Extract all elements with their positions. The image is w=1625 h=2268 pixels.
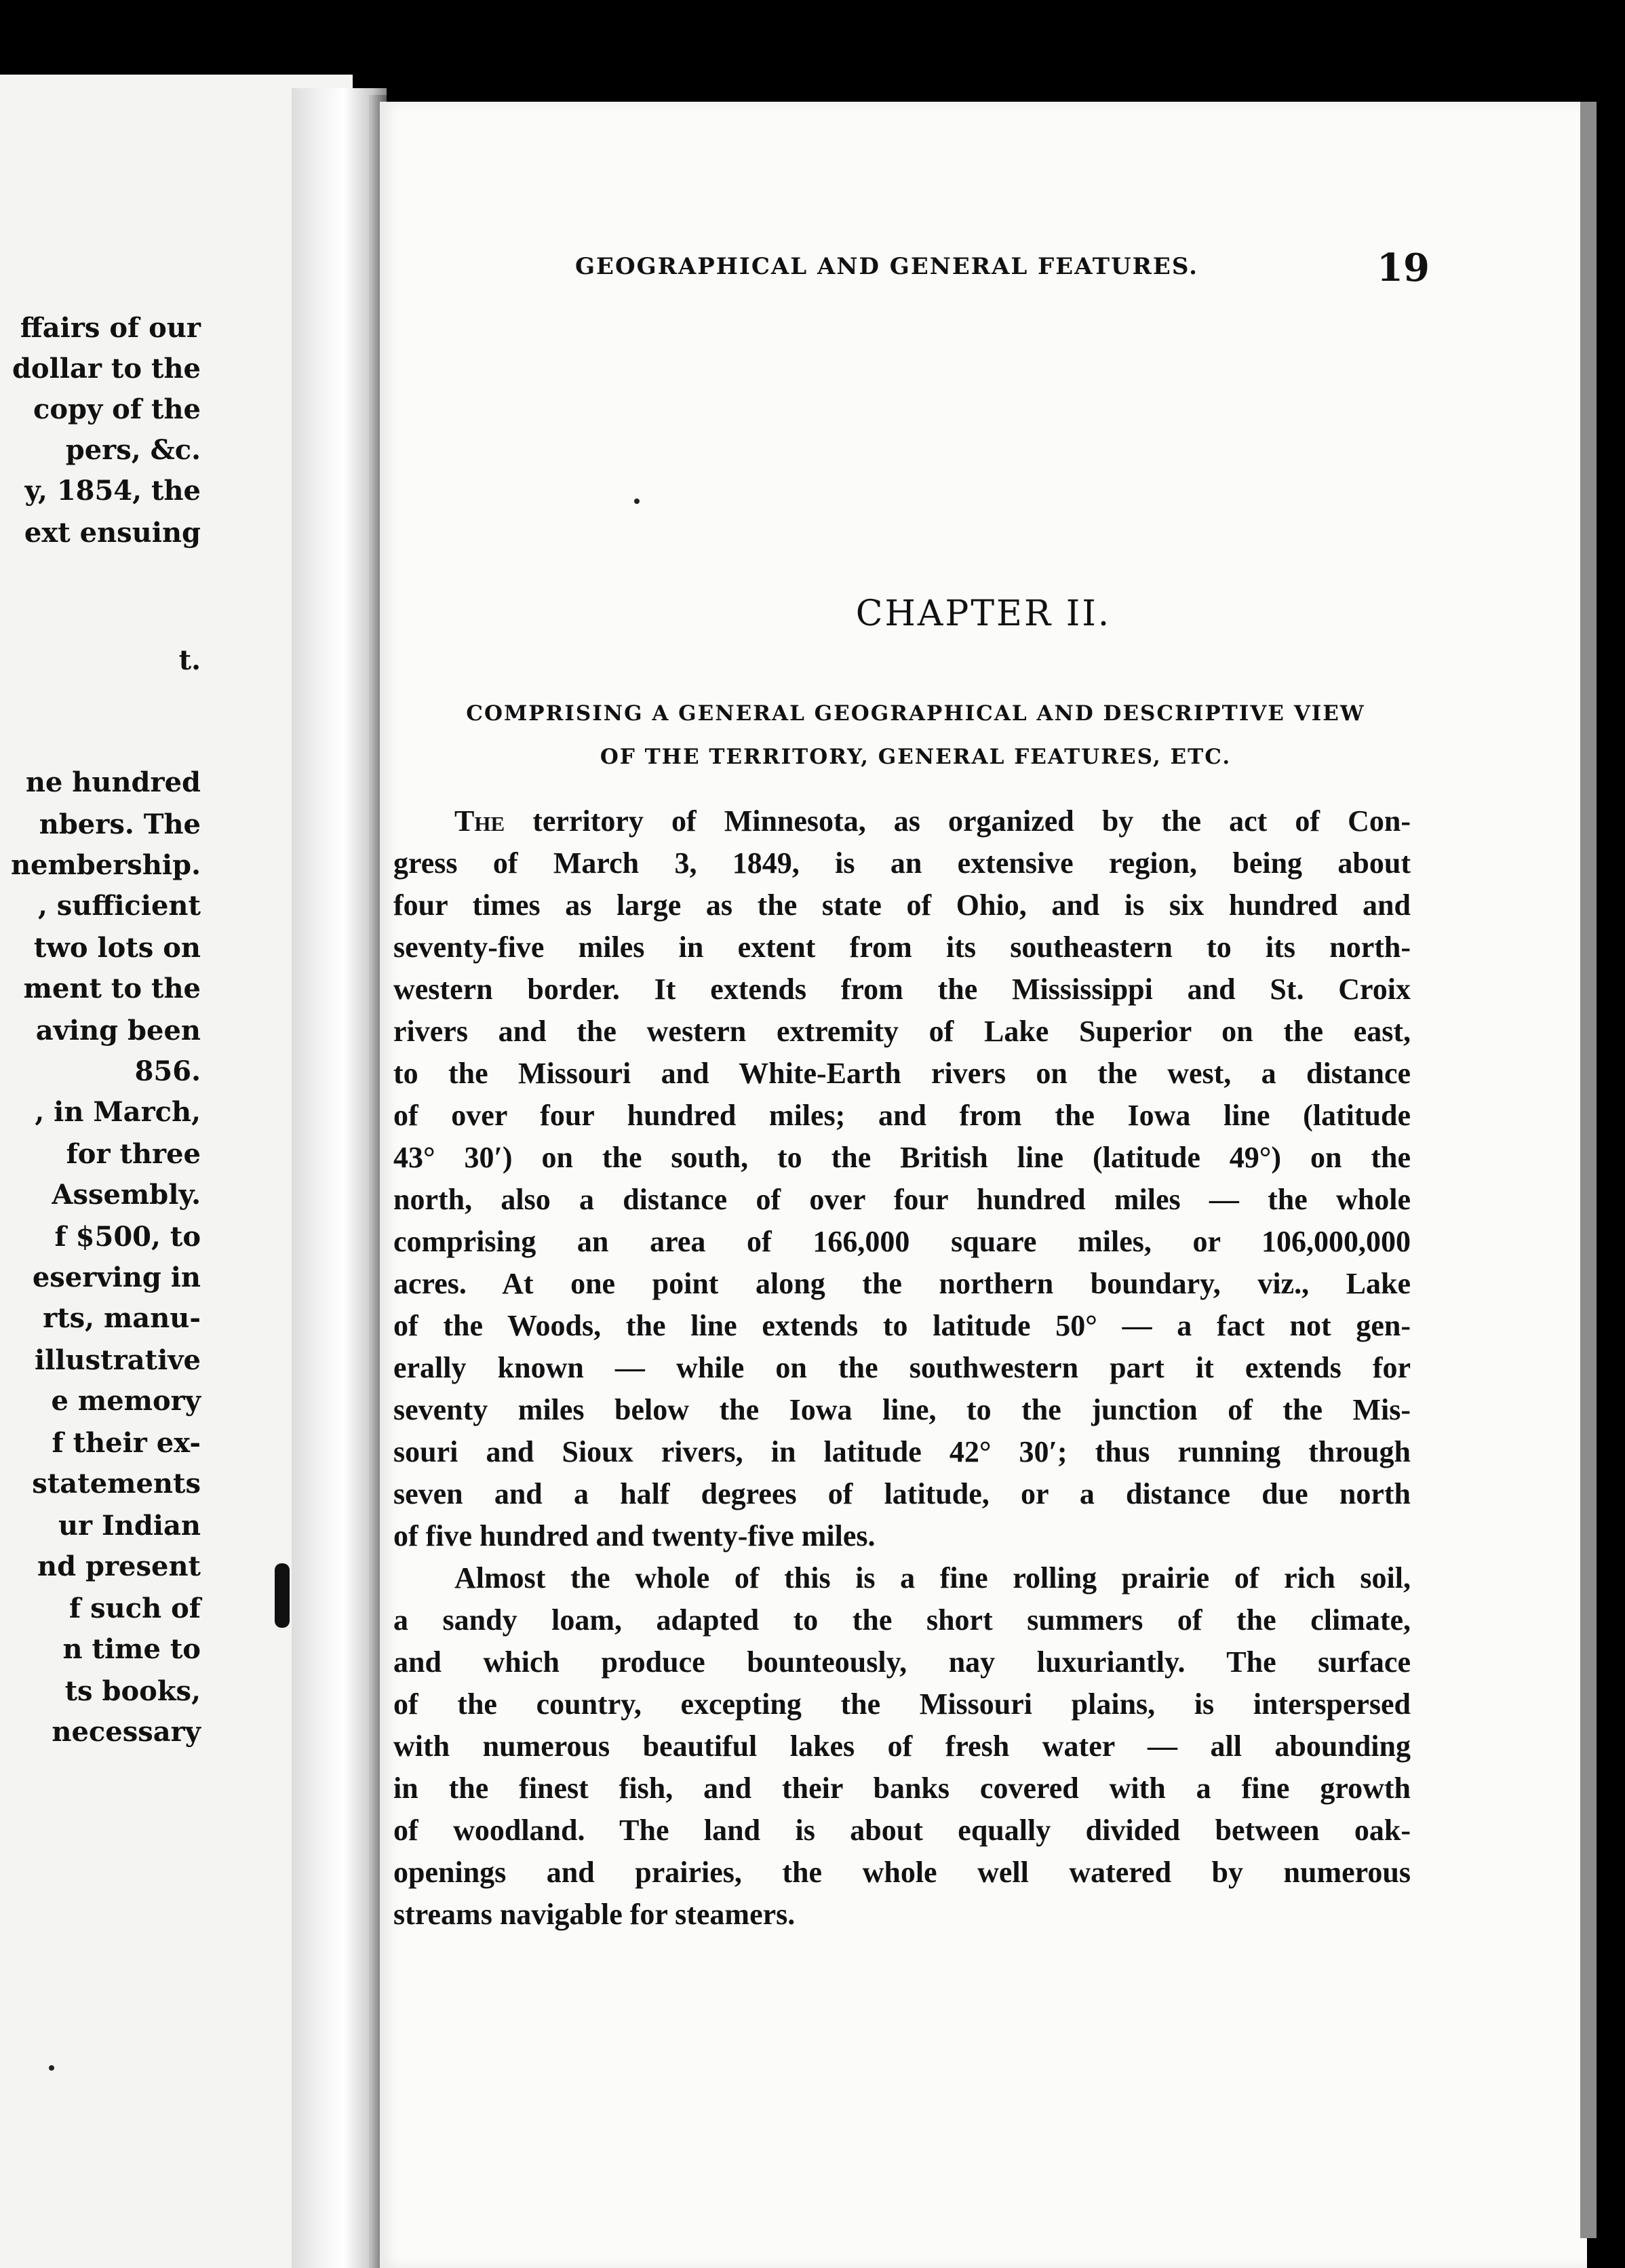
left-page-line: two lots on (33, 932, 201, 964)
text-line: comprising an area of 166,000 square miles, or 106,000,000 (393, 1225, 1411, 1258)
first-line-text: territory of Minnesota, as organized by the act of Con- (532, 804, 1411, 838)
paragraph-1 (393, 842, 1411, 1557)
paragraph-1-first-line (393, 800, 1411, 842)
left-page-line: eserving in (32, 1262, 201, 1293)
left-page-line: ur Indian (58, 1510, 201, 1542)
text-line: 43° 30′) on the south, to the British line (latitude 49°) on the (393, 1141, 1411, 1174)
text-line: a sandy loam, adapted to the short summers of the climate, (393, 1603, 1411, 1637)
binding-mark (275, 1563, 290, 1628)
text-line: erally known — while on the southwestern part it extends for (393, 1351, 1411, 1384)
left-page-line: ext ensuing (24, 517, 201, 549)
text-line: seven and a half degrees of latitude, or a distance due north (393, 1477, 1411, 1510)
left-page-line: pers, &c. (65, 434, 201, 466)
text-line: of woodland. The land is about equally divided between oak- (393, 1814, 1411, 1847)
page-edge (1580, 102, 1597, 2238)
left-page-line: y, 1854, the (24, 475, 201, 507)
left-page-line: ment to the (23, 973, 201, 1004)
text-line: of the Woods, the line extends to latitude 50° — a fact not gen- (393, 1309, 1411, 1342)
left-page-line: f such of (69, 1592, 201, 1624)
subtitle-line-1: COMPRISING A GENERAL GEOGRAPHICAL AND DESCRIPTIVE VIEW (466, 701, 1365, 726)
text-line: western border. It extends from the Mississippi and St. Croix (393, 973, 1411, 1006)
left-page-line: ffairs of our (20, 312, 201, 344)
drop-word: The (454, 804, 505, 838)
text-line: acres. At one point along the northern boundary, viz., Lake (393, 1267, 1411, 1300)
left-page-line: nbers. The (39, 808, 201, 840)
left-page-line: e memory (51, 1385, 201, 1417)
left-page-line: dollar to the (12, 353, 201, 385)
text-line: rivers and the western extremity of Lake Superior on the east, (393, 1015, 1411, 1048)
left-page-line: statements (32, 1468, 201, 1500)
scan-speck (49, 2065, 54, 2071)
left-page-line: 856. (134, 1055, 201, 1087)
text-line: of five hundred and twenty-five miles. (393, 1519, 876, 1552)
subtitle-line-2: OF THE TERRITORY, GENERAL FEATURES, ETC. (600, 745, 1232, 769)
left-page-line: f $500, to (54, 1221, 201, 1253)
chapter-subtitle (407, 692, 1424, 779)
left-page-line: nembership. (10, 849, 201, 881)
left-page-line: t. (178, 644, 201, 676)
text-line: and which produce bounteously, nay luxuriantly. The surface (393, 1645, 1411, 1679)
left-page-line: aving been (35, 1015, 201, 1047)
text-line: streams navigable for steamers. (393, 1898, 796, 1931)
left-page-line: rts, manu- (43, 1302, 201, 1334)
text-line: Almost the whole of this is a fine rolling prairie of rich soil, (454, 1561, 1411, 1595)
text-line: seventy-five miles in extent from its southeastern to its north- (393, 931, 1411, 964)
chapter-title: CHAPTER II. (855, 593, 1112, 634)
scan-speck (634, 498, 640, 504)
left-page-line: for three (66, 1138, 201, 1170)
left-page-line: nd present (37, 1550, 201, 1582)
page-number: 19 (1377, 246, 1430, 290)
text-line: of the country, excepting the Missouri plains, is interspersed (393, 1687, 1411, 1721)
left-page-line: ts books, (64, 1675, 201, 1707)
left-page-line: n time to (62, 1633, 201, 1665)
text-line: in the finest fish, and their banks covered with a fine growth (393, 1772, 1411, 1805)
left-page-line: illustrative (34, 1344, 201, 1376)
text-line: to the Missouri and White-Earth rivers on the west, a distance (393, 1057, 1411, 1090)
left-page-line: Assembly. (52, 1179, 201, 1211)
left-page-line: ne hundred (25, 766, 201, 798)
left-page-line: , sufficient (37, 890, 201, 922)
running-head: GEOGRAPHICAL AND GENERAL FEATURES. (575, 253, 1198, 280)
left-page-line: f their ex- (52, 1427, 201, 1459)
text-line: seventy miles below the Iowa line, to the junction of the Mis- (393, 1393, 1411, 1426)
text-line: openings and prairies, the whole well watered by numerous (393, 1856, 1411, 1889)
body-text (393, 800, 1411, 1936)
left-page-line: , in March, (35, 1096, 201, 1128)
text-line: with numerous beautiful lakes of fresh water — all abounding (393, 1729, 1411, 1763)
text-line: north, also a distance of over four hundred miles — the whole (393, 1183, 1411, 1216)
left-page-line: necessary (52, 1716, 201, 1748)
text-line: four times as large as the state of Ohio, and is six hundred and (393, 888, 1411, 922)
text-line: gress of March 3, 1849, is an extensive region, being about (393, 846, 1411, 880)
paragraph-2 (393, 1557, 1411, 1936)
text-line: of over four hundred miles; and from the Iowa line (latitude (393, 1099, 1411, 1132)
left-page-line: copy of the (33, 393, 201, 425)
text-line: souri and Sioux rivers, in latitude 42° 30′; thus running through (393, 1435, 1411, 1468)
